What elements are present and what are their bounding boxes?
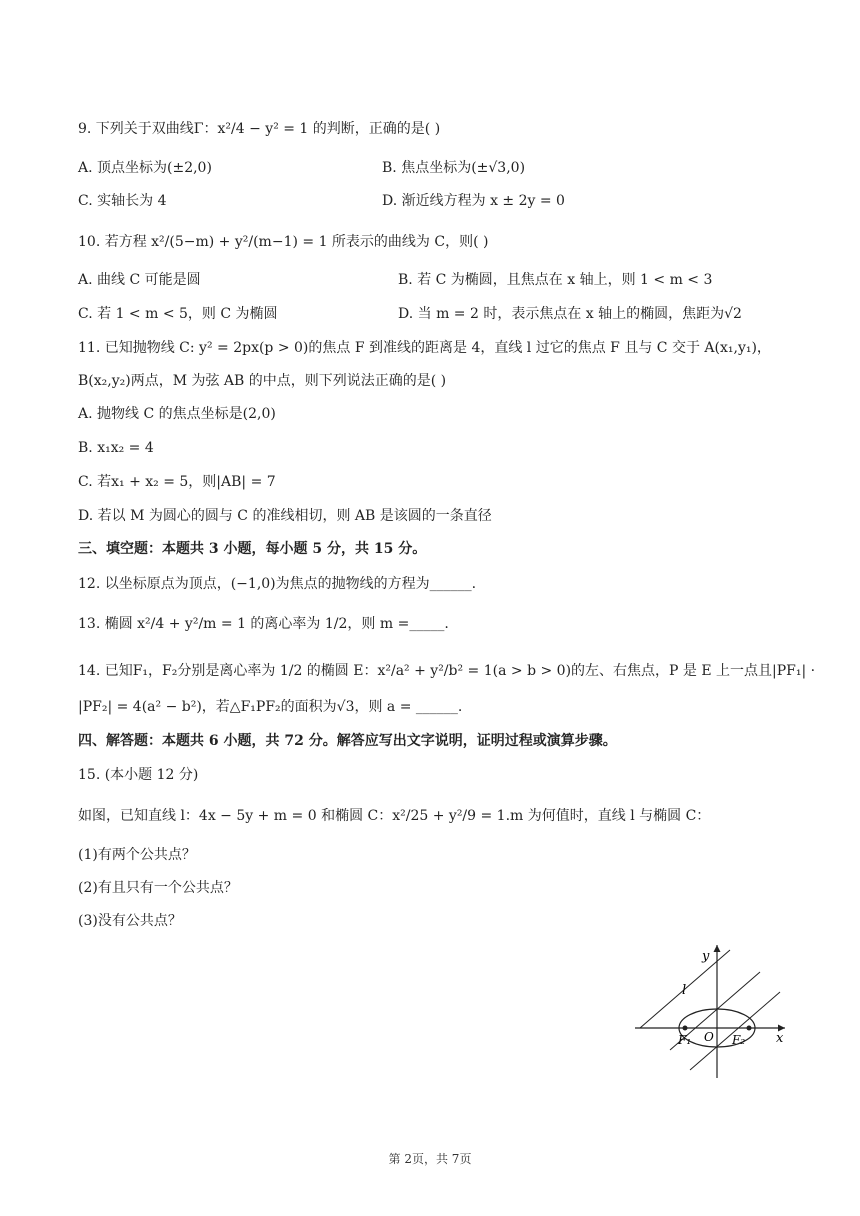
q15-part-1: (1)有两个公共点？ (78, 847, 196, 863)
q15-title: 15. (本小题 12 分) (78, 767, 199, 783)
ellipse-line-figure (630, 940, 790, 1080)
focus-f2 (747, 1026, 752, 1031)
q14-line1: 14. 已知F₁，F₂分别是离心率为 1/2 的椭圆 E：x²/a² + y²/b² = 1(a > b > 0)的左、右焦点，P 是 E 上一点且|PF₁| · (78, 663, 816, 679)
y-axis-label: y (702, 949, 710, 964)
q13: 13. 椭圆 x²/4 + y²/m = 1 的离心率为 1/2，则 m =_____. (78, 616, 449, 632)
q9-option-c: C. 实轴长为 4 (78, 193, 167, 209)
q14-line2: |PF₂| = 4(a² − b²)，若△F₁PF₂的面积为√3，则 a = ______. (78, 699, 463, 715)
q9-stem: 9. 下列关于双曲线Γ：x²/4 − y² = 1 的判断，正确的是( ) (78, 121, 441, 137)
q9-option-b: B. 焦点坐标为(±√3,0) (382, 160, 526, 176)
q11-option-d: D. 若以 M 为圆心的圆与 C 的准线相切，则 AB 是该圆的一条直径 (78, 508, 492, 524)
q10-option-a: A. 曲线 C 可能是圆 (78, 272, 201, 288)
q15-part-3: (3)没有公共点？ (78, 913, 182, 929)
q11-stem-line2: B(x₂,y₂)两点，M 为弦 AB 的中点，则下列说法正确的是( ) (78, 373, 447, 389)
x-axis-label: x (776, 1031, 784, 1046)
q11-option-c: C. 若x₁ + x₂ = 5，则|AB| = 7 (78, 474, 276, 490)
q10-stem: 10. 若方程 x²/(5−m) + y²/(m−1) = 1 所表示的曲线为 C，则( ) (78, 234, 489, 250)
q15-stem: 如图，已知直线 l：4x − 5y + m = 0 和椭圆 C：x²/25 + y²/9 = 1.m 为何值时，直线 l 与椭圆 C： (78, 808, 711, 824)
line-l-label: l (682, 983, 687, 998)
f1-label: F₁ (678, 1033, 692, 1047)
q9-option-d: D. 渐近线方程为 x ± 2y = 0 (382, 193, 565, 209)
q10-option-b: B. 若 C 为椭圆，且焦点在 x 轴上，则 1 < m < 3 (398, 272, 713, 288)
q11-stem-line1: 11. 已知抛物线 C: y² = 2px(p > 0)的焦点 F 到准线的距离是 4，直线 l 过它的焦点 F 且与 C 交于 A(x₁,y₁)， (78, 340, 771, 356)
q12: 12. 以坐标原点为顶点，(−1,0)为焦点的抛物线的方程为______. (78, 576, 477, 592)
f2-label: F₂ (732, 1033, 746, 1047)
page-footer: 第 2页，共 7页 (388, 1152, 472, 1166)
q9-option-a: A. 顶点坐标为(±2,0) (78, 160, 212, 176)
section-3-heading: 三、填空题：本题共 3 小题，每小题 5 分，共 15 分。 (78, 541, 427, 557)
section-4-heading: 四、解答题：本题共 6 小题，共 72 分。解答应写出文字说明，证明过程或演算步骤。 (78, 733, 617, 749)
origin-label: O (704, 1030, 714, 1044)
focus-f1 (683, 1026, 688, 1031)
q11-option-b: B. x₁x₂ = 4 (78, 440, 154, 456)
q11-option-a: A. 抛物线 C 的焦点坐标是(2,0) (78, 406, 276, 422)
q10-option-d: D. 当 m = 2 时，表示焦点在 x 轴上的椭圆，焦距为√2 (398, 306, 742, 322)
q15-part-2: (2)有且只有一个公共点？ (78, 880, 238, 896)
q10-option-c: C. 若 1 < m < 5，则 C 为椭圆 (78, 306, 278, 322)
